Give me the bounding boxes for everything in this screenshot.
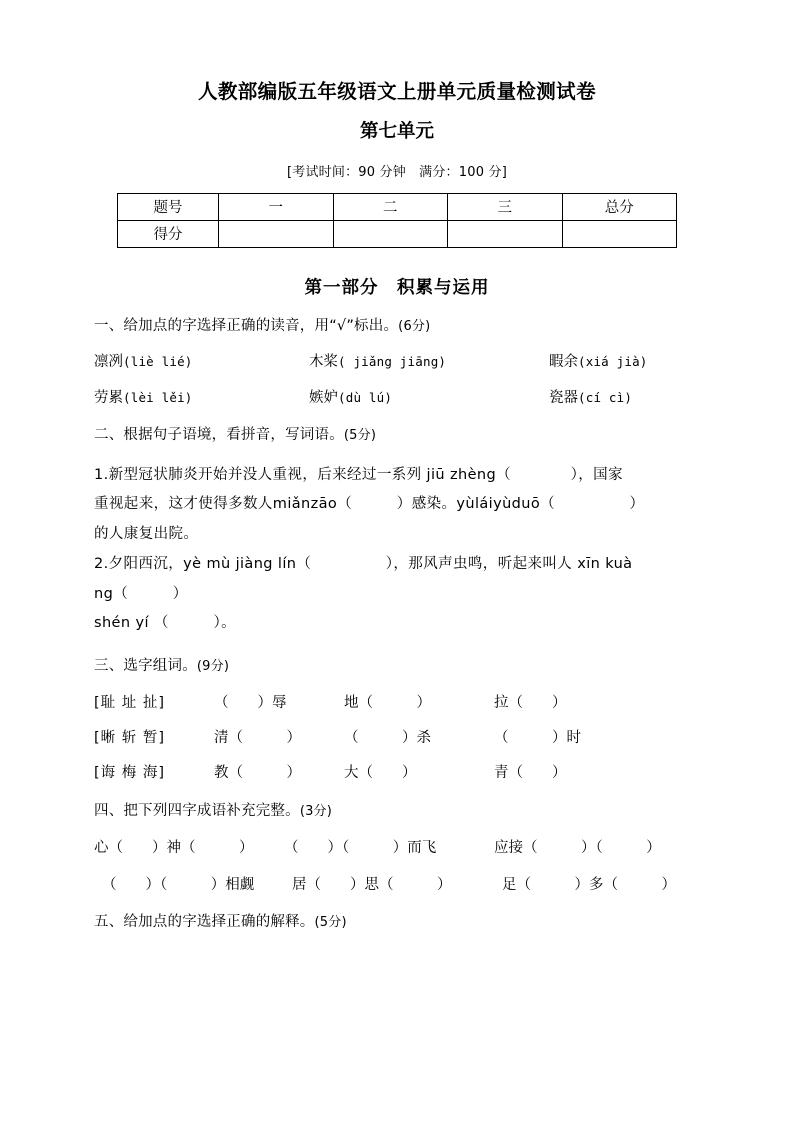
character-options: [耻 址 扯] [94, 694, 166, 711]
word-text: 木桨 [309, 354, 338, 371]
question-1-row-2 [94, 388, 719, 408]
word-text: 暇余 [549, 354, 578, 371]
question-3-text: 三、选字组词。 [94, 657, 197, 674]
score-cell-3[interactable] [448, 220, 563, 247]
fill-blank-item[interactable]: 清（ ） [214, 730, 301, 747]
question-4-row-2 [94, 875, 719, 895]
score-table-row-label: 得分 [118, 220, 219, 247]
question-2-line-1[interactable]: 1.新型冠状肺炎开始并没人重视，后来经过一系列 jiū zhèng（ ），国家 [94, 466, 623, 483]
word-text: 瓷器 [549, 389, 578, 406]
fill-blank-item[interactable]: 地（ ） [344, 694, 431, 711]
question-5-score: (5分) [314, 914, 347, 930]
score-table-header-cell: 一 [219, 193, 334, 220]
question-3-row-3 [94, 763, 719, 783]
pinyin-options: ( jiǎng jiāng) [338, 354, 447, 370]
question-2-score: (5分) [343, 427, 377, 443]
score-cell-2[interactable] [333, 220, 448, 247]
idiom-blank-item[interactable]: 足（ ）多（ ） [502, 876, 676, 893]
part-one-heading: 第一部分 积累与运用 [304, 277, 490, 298]
question-1-score: (6分) [398, 318, 431, 334]
character-options: [晰 斩 暂] [94, 730, 166, 747]
word-text: 凛冽 [94, 354, 123, 371]
question-5-text: 五、给加点的字选择正确的解释。 [94, 913, 315, 930]
fill-blank-item[interactable]: （ ）辱 [214, 694, 287, 711]
question-1-heading [94, 316, 719, 338]
pinyin-choice-item[interactable] [549, 352, 719, 372]
fill-blank-item[interactable]: 青（ ） [494, 765, 567, 782]
question-2-line-6[interactable]: shén yí （ ）。 [94, 615, 237, 632]
pinyin-options: (lèi lěi) [123, 389, 193, 405]
table-row [118, 220, 677, 247]
pinyin-options: (dù lú) [338, 389, 393, 405]
table-row-headers [118, 193, 677, 220]
pinyin-options: (cí cì) [578, 389, 633, 405]
question-1-text: 一、给加点的字选择正确的读音，用“√”标出。 [94, 317, 399, 334]
question-2-heading [94, 425, 719, 447]
fill-blank-item[interactable]: 教（ ） [214, 765, 301, 782]
page-title: 人教部编版五年级语文上册单元质量检测试卷 [197, 80, 596, 103]
score-table [117, 193, 677, 248]
question-4-heading [94, 801, 719, 823]
questions-container [0, 316, 794, 934]
question-2-line-5[interactable]: ng（ ） [94, 585, 188, 602]
question-3-row-2 [94, 728, 719, 748]
question-4-row-1 [94, 838, 719, 858]
idiom-blank-item[interactable]: （ ）（ ）而飞 [284, 840, 437, 857]
pinyin-choice-item[interactable] [549, 388, 719, 408]
fill-blank-item[interactable]: 拉（ ） [494, 694, 567, 711]
fill-blank-item[interactable]: （ ）时 [494, 730, 581, 747]
idiom-blank-item[interactable]: （ ）（ ）相觑 [102, 876, 255, 893]
score-cell-total[interactable] [562, 220, 677, 247]
question-1-row-1 [94, 352, 719, 372]
page-subtitle: 第七单元 [359, 121, 434, 143]
question-5-heading [94, 912, 719, 934]
question-3-heading [94, 656, 719, 678]
fill-blank-item[interactable]: 大（ ） [344, 765, 417, 782]
character-options: [诲 梅 海] [94, 765, 166, 782]
score-cell-1[interactable] [219, 220, 334, 247]
fill-blank-item[interactable]: （ ）杀 [344, 730, 431, 747]
score-table-header-cell: 二 [333, 193, 448, 220]
score-table-wrapper [0, 180, 794, 248]
pinyin-choice-item[interactable] [94, 352, 309, 372]
idiom-blank-item[interactable]: 心（ ）神（ ） [94, 840, 254, 857]
idiom-blank-item[interactable]: 应接（ ）（ ） [494, 840, 661, 857]
question-2-line-4[interactable]: 2.夕阳西沉，yè mù jiàng lín（ ），那风声虫鸣，听起来叫人 xīn kuà [94, 555, 633, 572]
score-table-header-cell: 总分 [562, 193, 677, 220]
pinyin-choice-item[interactable] [94, 388, 309, 408]
score-table-header-cell: 题号 [118, 193, 219, 220]
idiom-blank-item[interactable]: 居（ ）思（ ） [292, 876, 452, 893]
pinyin-options: (liè lié) [123, 354, 193, 370]
score-table-header-cell: 三 [448, 193, 563, 220]
question-3-row-1 [94, 693, 719, 713]
question-4-text: 四、把下列四字成语补充完整。 [94, 802, 300, 819]
word-text: 嫉妒 [309, 389, 338, 406]
question-3-score: (9分) [196, 658, 230, 674]
pinyin-options: (xiá jià) [578, 354, 648, 370]
question-2-line-2[interactable]: 重视起来，这才使得多数人miǎnzāo（ ）感染。yùláiyùduō（ ） [94, 496, 645, 513]
question-2-line-3: 的人康复出院。 [94, 526, 199, 543]
question-4-score: (3分) [299, 803, 333, 819]
word-text: 劳累 [94, 389, 123, 406]
question-2-text: 二、根据句子语境，看拼音，写词语。 [94, 426, 344, 443]
pinyin-choice-item[interactable] [309, 352, 549, 372]
exam-meta: [考试时间：90 分钟 满分：100 分] [287, 164, 507, 180]
question-2-body [94, 461, 719, 639]
pinyin-choice-item[interactable] [309, 388, 549, 408]
